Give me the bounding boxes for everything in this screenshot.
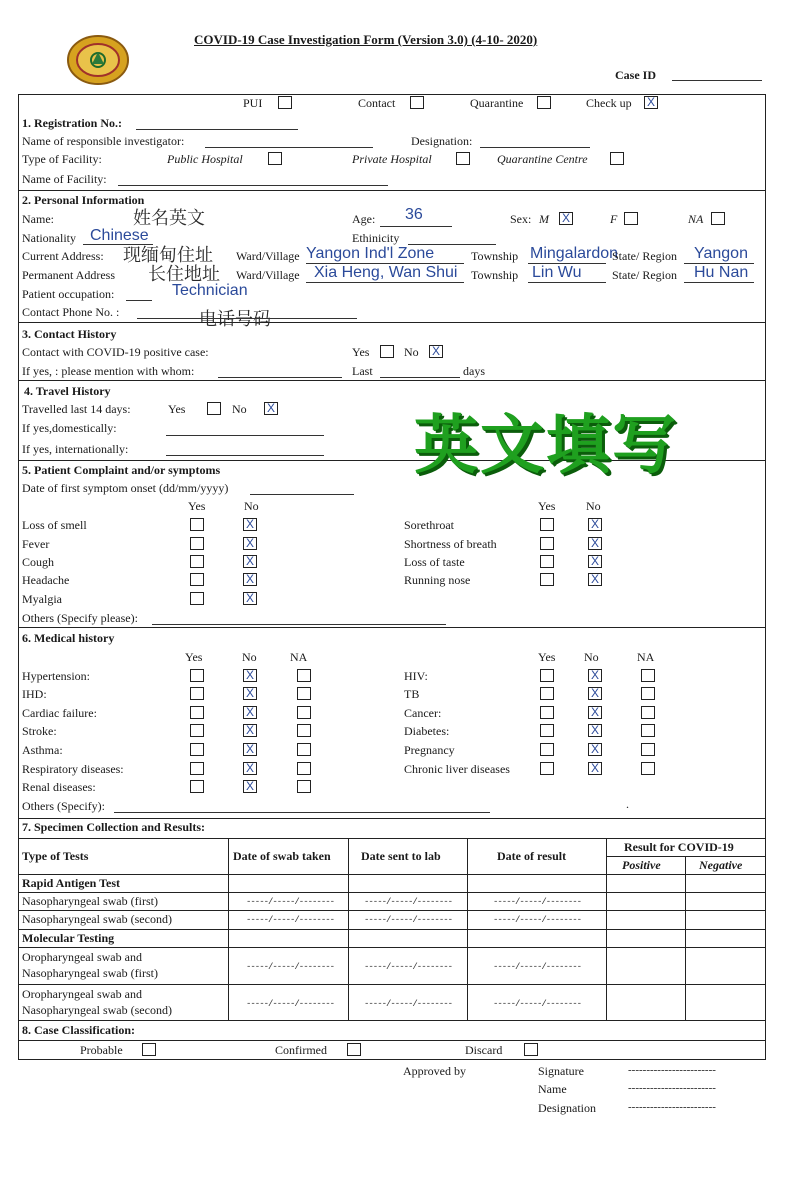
facility-public-label: Public Hospital xyxy=(167,152,243,166)
approver-name-dashes: ------------------------ xyxy=(628,1082,716,1094)
date-field[interactable]: -----/-----/-------- xyxy=(364,962,453,972)
option-contact-label: Contact xyxy=(358,96,396,110)
probable-label: Probable xyxy=(80,1043,123,1057)
facility-public-checkbox[interactable] xyxy=(268,152,282,165)
date-field[interactable]: -----/-----/-------- xyxy=(246,897,335,907)
symptom-yes-checkbox[interactable] xyxy=(540,537,554,550)
sex-m-label: M xyxy=(539,212,549,226)
name-label: Name: xyxy=(22,212,54,226)
onset-label: Date of first symptom onset (dd/mm/yyyy) xyxy=(22,481,229,495)
contact-no-checkbox[interactable]: X xyxy=(429,345,443,358)
symptom-label: Sorethroat xyxy=(404,518,454,532)
travel-international-label: If yes, internationally: xyxy=(22,442,129,456)
symptom-yes-checkbox[interactable] xyxy=(190,592,204,605)
designation-label: Designation: xyxy=(411,134,473,148)
medical-yes-header-left: Yes xyxy=(185,650,203,664)
medical-no-checkbox[interactable]: X xyxy=(588,724,602,737)
medical-no-checkbox[interactable]: X xyxy=(243,724,257,737)
medical-yes-checkbox[interactable] xyxy=(540,687,554,700)
symptom-yes-checkbox[interactable] xyxy=(190,537,204,550)
medical-na-checkbox[interactable] xyxy=(297,724,311,737)
permanent-address-note: 长住地址 xyxy=(148,264,220,285)
option-checkup-checkbox[interactable]: X xyxy=(644,96,658,109)
contact-yes-label: Yes xyxy=(352,345,370,359)
personal-heading: 2. Personal Information xyxy=(22,193,145,207)
date-field[interactable]: -----/-----/-------- xyxy=(246,915,335,925)
approver-designation-dashes: ------------------------ xyxy=(628,1101,716,1113)
sex-label: Sex: xyxy=(510,212,532,226)
signature-label: Signature xyxy=(538,1064,584,1078)
medical-condition-label: Hypertension: xyxy=(22,669,90,683)
medical-na-checkbox[interactable] xyxy=(641,687,655,700)
medical-condition-label: Pregnancy xyxy=(404,743,455,757)
symptoms-others-label: Others (Specify please): xyxy=(22,611,138,625)
permanent-ward-value[interactable]: Xia Heng, Wan Shui xyxy=(314,264,458,281)
specimen-heading: 7. Specimen Collection and Results: xyxy=(22,820,205,834)
symptoms-heading: 5. Patient Complaint and/or symptoms xyxy=(22,463,221,477)
col-sent-header: Date sent to lab xyxy=(361,849,441,863)
medical-condition-label: Renal diseases: xyxy=(22,780,96,794)
medical-na-checkbox[interactable] xyxy=(297,743,311,756)
molecular-testing-label: Molecular Testing xyxy=(22,931,115,945)
col-result-header: Result for COVID-19 xyxy=(624,840,734,854)
occupation-value[interactable]: Technician xyxy=(172,282,248,299)
current-state-value[interactable]: Yangon xyxy=(694,245,748,262)
medical-condition-label: Stroke: xyxy=(22,724,57,738)
medical-na-checkbox[interactable] xyxy=(641,724,655,737)
case-id-label: Case ID xyxy=(615,68,656,82)
medical-heading: 6. Medical history xyxy=(22,631,115,645)
date-field[interactable]: -----/-----/-------- xyxy=(493,915,582,925)
discard-checkbox[interactable] xyxy=(524,1043,538,1056)
date-field[interactable]: -----/-----/-------- xyxy=(493,897,582,907)
symptom-yes-checkbox[interactable] xyxy=(540,518,554,531)
medical-no-header-left: No xyxy=(242,650,257,664)
approved-by-label: Approved by xyxy=(403,1064,466,1078)
medical-na-checkbox[interactable] xyxy=(297,706,311,719)
approver-designation-label: Designation xyxy=(538,1101,596,1115)
col-type-header: Type of Tests xyxy=(22,849,89,863)
medical-no-checkbox[interactable]: X xyxy=(588,687,602,700)
date-field[interactable]: -----/-----/-------- xyxy=(493,999,582,1009)
signature-dashes: ------------------------ xyxy=(628,1064,716,1076)
symptom-no-checkbox[interactable]: X xyxy=(243,518,257,531)
facility-type-label: Type of Facility: xyxy=(22,152,102,166)
nationality-label: Nationality xyxy=(22,231,76,245)
current-ward-label: Ward/Village xyxy=(236,249,300,263)
date-field[interactable]: -----/-----/-------- xyxy=(364,999,453,1009)
rapid-row-first: Nasopharyngeal swab (first) xyxy=(22,894,158,908)
current-township-label: Township xyxy=(471,249,519,263)
medical-no-checkbox[interactable]: X xyxy=(243,780,257,793)
contact-yes-checkbox[interactable] xyxy=(380,345,394,358)
current-state-label: State/ Region xyxy=(612,249,677,263)
symptom-no-checkbox[interactable]: X xyxy=(588,573,602,586)
medical-no-header-right: No xyxy=(584,650,599,664)
symptom-yes-checkbox[interactable] xyxy=(190,518,204,531)
registration-heading: 1. Registration No.: xyxy=(22,116,122,130)
sex-f-label: F xyxy=(610,212,618,226)
medical-no-checkbox[interactable]: X xyxy=(588,669,602,682)
form-title: COVID-19 Case Investigation Form (Version 3.0) (4-10- 2020) xyxy=(194,32,538,47)
medical-yes-checkbox[interactable] xyxy=(540,743,554,756)
sex-f-checkbox[interactable] xyxy=(624,212,638,225)
travel-question: Travelled last 14 days: xyxy=(22,402,131,416)
investigator-label: Name of responsible investigator: xyxy=(22,134,185,148)
symptoms-no-header-left: No xyxy=(244,499,259,513)
symptom-no-checkbox[interactable]: X xyxy=(588,555,602,568)
sex-na-label: NA xyxy=(688,212,704,226)
ministry-logo xyxy=(66,34,130,86)
travel-yes-checkbox[interactable] xyxy=(207,402,221,415)
col-swab-header: Date of swab taken xyxy=(233,849,331,863)
medical-condition-label: Asthma: xyxy=(22,743,63,757)
contact-no-label: No xyxy=(404,345,419,359)
molecular-row-second-line2: Nasopharyngeal swab (second) xyxy=(22,1003,172,1017)
permanent-address-label: Permanent Address xyxy=(22,268,115,282)
medical-dot: . xyxy=(626,797,629,811)
permanent-township-label: Township xyxy=(471,268,519,282)
medical-condition-label: Cancer: xyxy=(404,706,442,720)
col-result-date-header: Date of result xyxy=(497,849,567,863)
col-negative-header: Negative xyxy=(699,858,743,872)
rapid-antigen-label: Rapid Antigen Test xyxy=(22,876,121,890)
option-quarantine-label: Quarantine xyxy=(470,96,524,110)
symptom-yes-checkbox[interactable] xyxy=(540,555,554,568)
phone-label: Contact Phone No. : xyxy=(22,305,120,319)
permanent-state-label: State/ Region xyxy=(612,268,677,282)
facility-quarantine-label: Quarantine Centre xyxy=(497,152,588,166)
current-address-note: 现缅甸住址 xyxy=(123,245,213,266)
option-pui-label: PUI xyxy=(243,96,263,110)
travel-yes-label: Yes xyxy=(168,402,186,416)
medical-condition-label: Cardiac failure: xyxy=(22,706,97,720)
date-field[interactable]: -----/-----/-------- xyxy=(246,999,335,1009)
contact-mention-label: If yes, : please mention with whom: xyxy=(22,364,195,378)
confirmed-checkbox[interactable] xyxy=(347,1043,361,1056)
medical-yes-checkbox[interactable] xyxy=(540,706,554,719)
medical-yes-checkbox[interactable] xyxy=(540,762,554,775)
permanent-township-value[interactable]: Lin Wu xyxy=(532,264,582,281)
ethnicity-label: Ethinicity xyxy=(352,231,400,245)
medical-no-checkbox[interactable]: X xyxy=(243,687,257,700)
contact-days-label: days xyxy=(463,364,485,378)
medical-yes-header-right: Yes xyxy=(538,650,556,664)
medical-yes-checkbox[interactable] xyxy=(190,724,204,737)
medical-condition-label: Respiratory diseases: xyxy=(22,762,124,776)
overlay-instruction-text: 英文填写 xyxy=(414,409,678,483)
symptom-label: Fever xyxy=(22,537,50,551)
symptoms-yes-header-left: Yes xyxy=(188,499,206,513)
symptom-label: Running nose xyxy=(404,573,471,587)
travel-no-checkbox[interactable]: X xyxy=(264,402,278,415)
option-contact-checkbox[interactable] xyxy=(410,96,424,109)
permanent-ward-label: Ward/Village xyxy=(236,268,300,282)
name-value[interactable]: 姓名英文 xyxy=(133,208,205,229)
symptoms-no-header-right: No xyxy=(586,499,601,513)
medical-condition-label: HIV: xyxy=(404,669,428,683)
symptom-no-checkbox[interactable]: X xyxy=(588,537,602,550)
symptom-yes-checkbox[interactable] xyxy=(190,573,204,586)
medical-yes-checkbox[interactable] xyxy=(190,762,204,775)
medical-condition-label: TB xyxy=(404,687,420,701)
medical-no-checkbox[interactable]: X xyxy=(588,762,602,775)
medical-no-checkbox[interactable]: X xyxy=(243,706,257,719)
symptom-no-checkbox[interactable]: X xyxy=(588,518,602,531)
medical-no-checkbox[interactable]: X xyxy=(243,743,257,756)
date-field[interactable]: -----/-----/-------- xyxy=(246,962,335,972)
symptom-no-checkbox[interactable]: X xyxy=(243,555,257,568)
nationality-value[interactable]: Chinese xyxy=(90,227,149,244)
medical-yes-checkbox[interactable] xyxy=(540,669,554,682)
date-field[interactable]: -----/-----/-------- xyxy=(364,897,453,907)
symptom-label: Loss of smell xyxy=(22,518,87,532)
current-ward-value[interactable]: Yangon Ind'l Zone xyxy=(306,245,435,262)
medical-yes-checkbox[interactable] xyxy=(190,780,204,793)
sex-m-checkbox[interactable]: X xyxy=(559,212,573,225)
medical-condition-label: Chronic liver diseases xyxy=(404,762,510,776)
facility-private-checkbox[interactable] xyxy=(456,152,470,165)
medical-na-checkbox[interactable] xyxy=(641,762,655,775)
medical-yes-checkbox[interactable] xyxy=(540,724,554,737)
medical-na-checkbox[interactable] xyxy=(297,669,311,682)
molecular-row-first-line1: Oropharyngeal swab and xyxy=(22,950,142,964)
symptom-label: Headache xyxy=(22,573,70,587)
age-value[interactable]: 36 xyxy=(405,206,423,223)
medical-na-checkbox[interactable] xyxy=(297,780,311,793)
symptom-yes-checkbox[interactable] xyxy=(540,573,554,586)
symptoms-yes-header-right: Yes xyxy=(538,499,556,513)
medical-yes-checkbox[interactable] xyxy=(190,669,204,682)
medical-no-checkbox[interactable]: X xyxy=(588,743,602,756)
confirmed-label: Confirmed xyxy=(275,1043,327,1057)
travel-no-label: No xyxy=(232,402,247,416)
molecular-row-first-line2: Nasopharyngeal swab (first) xyxy=(22,966,158,980)
medical-condition-label: Diabetes: xyxy=(404,724,450,738)
occupation-label: Patient occupation: xyxy=(22,287,115,301)
facility-quarantine-checkbox[interactable] xyxy=(610,152,624,165)
molecular-row-second-line1: Oropharyngeal swab and xyxy=(22,987,142,1001)
classification-heading: 8. Case Classification: xyxy=(22,1023,135,1037)
option-pui-checkbox[interactable] xyxy=(278,96,292,109)
symptom-no-checkbox[interactable]: X xyxy=(243,537,257,550)
travel-heading: 4. Travel History xyxy=(24,384,111,398)
medical-yes-checkbox[interactable] xyxy=(190,743,204,756)
age-label: Age: xyxy=(352,212,376,226)
medical-na-checkbox[interactable] xyxy=(641,706,655,719)
medical-na-checkbox[interactable] xyxy=(297,687,311,700)
facility-name-label: Name of Facility: xyxy=(22,172,107,186)
medical-no-checkbox[interactable]: X xyxy=(243,762,257,775)
contact-history-heading: 3. Contact History xyxy=(22,327,117,341)
medical-others-label: Others (Specify): xyxy=(22,799,105,813)
date-field[interactable]: -----/-----/-------- xyxy=(364,915,453,925)
facility-private-label: Private Hospital xyxy=(352,152,432,166)
option-quarantine-checkbox[interactable] xyxy=(537,96,551,109)
travel-domestic-label: If yes,domestically: xyxy=(22,421,117,435)
medical-yes-checkbox[interactable] xyxy=(190,706,204,719)
current-address-label: Current Address: xyxy=(22,249,104,263)
contact-question: Contact with COVID-19 positive case: xyxy=(22,345,209,359)
col-positive-header: Positive xyxy=(622,858,661,872)
symptom-yes-checkbox[interactable] xyxy=(190,555,204,568)
medical-condition-label: IHD: xyxy=(22,687,47,701)
discard-label: Discard xyxy=(465,1043,503,1057)
sex-na-checkbox[interactable] xyxy=(711,212,725,225)
symptom-label: Cough xyxy=(22,555,55,569)
medical-na-header-right: NA xyxy=(637,650,655,664)
medical-na-checkbox[interactable] xyxy=(297,762,311,775)
contact-last-label: Last xyxy=(352,364,373,378)
rapid-row-second: Nasopharyngeal swab (second) xyxy=(22,912,172,926)
approver-name-label: Name xyxy=(538,1082,567,1096)
option-checkup-label: Check up xyxy=(586,96,632,110)
symptom-label: Shortness of breath xyxy=(404,537,497,551)
medical-no-checkbox[interactable]: X xyxy=(243,669,257,682)
phone-note: 电话号码 xyxy=(199,309,271,330)
symptom-no-checkbox[interactable]: X xyxy=(243,573,257,586)
symptom-label: Myalgia xyxy=(22,592,62,606)
medical-na-header-left: NA xyxy=(290,650,308,664)
medical-na-checkbox[interactable] xyxy=(641,669,655,682)
medical-yes-checkbox[interactable] xyxy=(190,687,204,700)
current-township-value[interactable]: Mingalardon xyxy=(530,245,619,262)
medical-na-checkbox[interactable] xyxy=(641,743,655,756)
probable-checkbox[interactable] xyxy=(142,1043,156,1056)
date-field[interactable]: -----/-----/-------- xyxy=(493,962,582,972)
symptom-no-checkbox[interactable]: X xyxy=(243,592,257,605)
permanent-state-value[interactable]: Hu Nan xyxy=(694,264,749,281)
medical-no-checkbox[interactable]: X xyxy=(588,706,602,719)
symptom-label: Loss of taste xyxy=(404,555,465,569)
